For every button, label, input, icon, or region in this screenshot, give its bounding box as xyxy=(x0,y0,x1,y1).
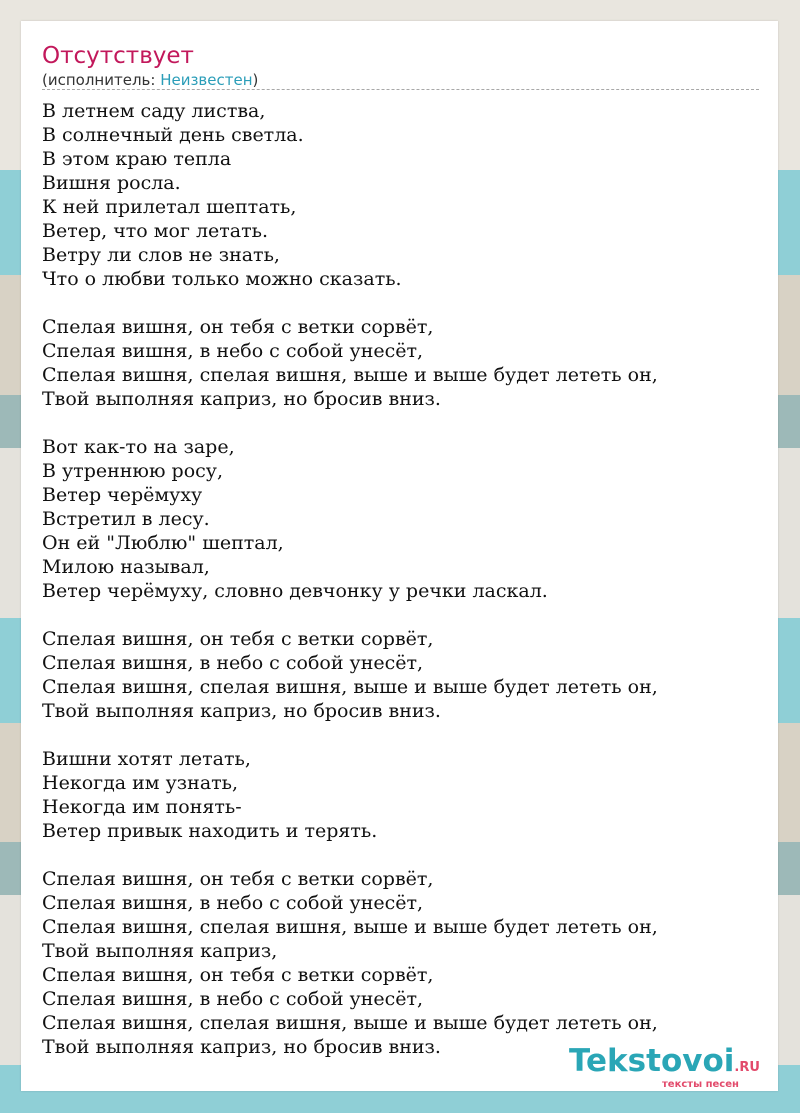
site-logo[interactable] xyxy=(569,1044,760,1078)
lyric-line: Спелая вишня, спелая вишня, выше и выше будет лететь он, xyxy=(42,676,658,698)
lyric-line: Вот как-то на заре, xyxy=(42,436,235,458)
lyric-line: Спелая вишня, в небо с собой унесёт, xyxy=(42,988,424,1010)
logo-tagline: тексты песен xyxy=(662,1079,739,1090)
artist-line xyxy=(42,70,258,90)
lyric-line: Спелая вишня, он тебя с ветки сорвёт, xyxy=(42,316,434,338)
logo-tld: .RU xyxy=(734,1060,760,1075)
lyric-line: В этом краю тепла xyxy=(42,148,232,170)
lyric-line: Спелая вишня, спелая вишня, выше и выше будет лететь он, xyxy=(42,1012,658,1034)
lyric-line: Некогда им понять- xyxy=(42,796,242,818)
lyric-line: Ветер привык находить и терять. xyxy=(42,820,378,842)
lyric-line: Спелая вишня, в небо с собой унесёт, xyxy=(42,652,424,674)
lyric-line: Ветру ли слов не знать, xyxy=(42,244,280,266)
lyric-line: Спелая вишня, он тебя с ветки сорвёт, xyxy=(42,628,434,650)
lyric-line: Ветер черёмуху xyxy=(42,484,203,506)
lyric-line: Спелая вишня, спелая вишня, выше и выше будет лететь он, xyxy=(42,916,658,938)
lyric-line: Что о любви только можно сказать. xyxy=(42,268,402,290)
lyric-line: Твой выполняя каприз, xyxy=(42,940,278,962)
lyric-line: В солнечный день светла. xyxy=(42,124,304,146)
stanza-break xyxy=(42,723,762,747)
title-divider xyxy=(42,89,759,90)
lyric-line: Твой выполняя каприз, но бросив вниз. xyxy=(42,388,441,410)
lyric-line: В утреннюю росу, xyxy=(42,460,224,482)
lyric-line: Спелая вишня, он тебя с ветки сорвёт, xyxy=(42,868,434,890)
lyric-line: Он ей "Люблю" шептал, xyxy=(42,532,284,554)
lyric-line: Некогда им узнать, xyxy=(42,772,239,794)
stanza-break xyxy=(42,603,762,627)
stanza-break xyxy=(42,843,762,867)
lyric-line: Твой выполняя каприз, но бросив вниз. xyxy=(42,700,441,722)
song-title: Отсутствует xyxy=(42,43,194,69)
lyrics-text xyxy=(42,99,762,1059)
lyric-line: Твой выполняя каприз, но бросив вниз. xyxy=(42,1036,441,1058)
lyric-line: В летнем саду листва, xyxy=(42,100,266,122)
lyric-line: К ней прилетал шептать, xyxy=(42,196,297,218)
lyric-line: Спелая вишня, он тебя с ветки сорвёт, xyxy=(42,964,434,986)
lyric-line: Встретил в лесу. xyxy=(42,508,210,530)
logo-name: Tekstovoi xyxy=(569,1043,735,1079)
lyric-line: Ветер, что мог летать. xyxy=(42,220,269,242)
lyric-line: Вишня росла. xyxy=(42,172,181,194)
artist-prefix: (исполнитель: xyxy=(42,71,161,89)
artist-link[interactable]: Неизвестен xyxy=(160,71,253,89)
artist-suffix: ) xyxy=(252,71,259,89)
lyric-line: Милою называл, xyxy=(42,556,210,578)
lyric-line: Вишни хотят летать, xyxy=(42,748,251,770)
stanza-break xyxy=(42,291,762,315)
stanza-break xyxy=(42,411,762,435)
lyric-line: Ветер черёмуху, словно девчонку у речки ласкал. xyxy=(42,580,548,602)
lyric-line: Спелая вишня, в небо с собой унесёт, xyxy=(42,340,424,362)
lyric-line: Спелая вишня, спелая вишня, выше и выше будет лететь он, xyxy=(42,364,658,386)
lyrics-card xyxy=(21,21,778,1091)
lyric-line: Спелая вишня, в небо с собой унесёт, xyxy=(42,892,424,914)
